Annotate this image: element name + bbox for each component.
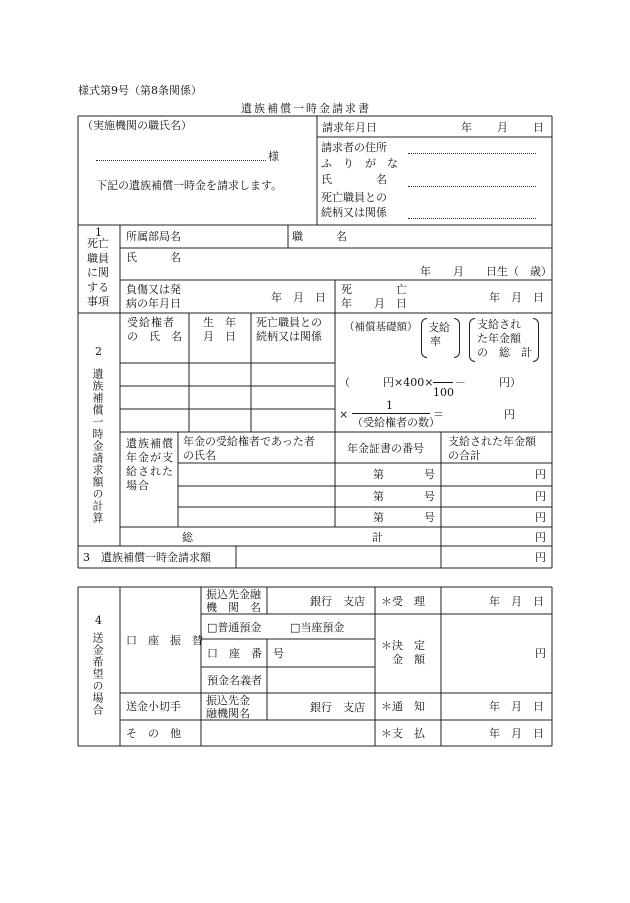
- received-label: ＊受 理: [381, 595, 425, 608]
- former-holder-1: 年金の受給権者であった者: [183, 435, 315, 448]
- payment-ymd: 年 月 日: [489, 727, 544, 740]
- section-3-label: 3 遺族補償一時金請求額: [83, 551, 211, 564]
- pension-yen-3: 円: [535, 511, 546, 524]
- calc-yen: 円: [504, 408, 515, 421]
- pension-yen-1: 円: [535, 468, 546, 481]
- pension-yen-2: 円: [535, 490, 546, 503]
- claimant-name-label: 氏 名: [321, 173, 387, 186]
- certificate-no-label: 年金証書の番号: [347, 442, 424, 455]
- former-holder-2: の氏名: [183, 449, 216, 462]
- times-sign: ×: [339, 408, 349, 421]
- rate-paren-left: [421, 318, 427, 358]
- rate-label-1: 支給: [428, 321, 450, 334]
- position-label: 職 名: [292, 230, 347, 243]
- col-relation-2: 続柄又は関係: [256, 330, 322, 343]
- request-day: 日: [533, 121, 544, 134]
- ordinary-deposit-checkbox[interactable]: □普通預金: [207, 621, 262, 634]
- section-3-yen: 円: [535, 551, 546, 564]
- col-birth-2: 月 日: [203, 330, 236, 343]
- section-2-label: 遺族補償一時金請求額の計算: [91, 368, 104, 524]
- officer-name-line[interactable]: [96, 160, 266, 161]
- account-number-label: 口 座 番 号: [207, 647, 284, 660]
- officer-label: （実施機関の職氏名）: [82, 119, 192, 132]
- equals-sign: ＝: [433, 408, 444, 421]
- bank-b-label-1: 振込先金: [206, 694, 250, 707]
- section-1-label: 死亡職員に関する事項: [87, 237, 109, 308]
- dept-label: 所属部局名: [126, 230, 181, 243]
- furigana-label: ふ り が な: [321, 157, 398, 170]
- form-number: 様式第9号（第8条関係）: [78, 84, 202, 97]
- notice-ymd: 年 月 日: [489, 700, 544, 713]
- section-4-number: 4: [95, 614, 102, 627]
- base-amount-label: （補償基礎額）: [344, 321, 418, 333]
- birth-label: 年 月 日生（ 歳）: [420, 265, 552, 278]
- paid-label-2: た年金額: [477, 332, 521, 345]
- death-label-1: 死 亡: [341, 283, 407, 296]
- paid-label-1: 支給され: [477, 318, 521, 331]
- injury-label-1: 負傷又は発: [126, 283, 181, 296]
- formula-denominator: 100: [433, 386, 454, 399]
- request-month: 月: [497, 121, 508, 134]
- sama-label: 様: [268, 150, 279, 163]
- injury-label-2: 病の年月日: [126, 297, 181, 310]
- claimant-name-line[interactable]: [408, 186, 536, 187]
- payment-label: ＊支 払: [381, 727, 425, 740]
- paid-label-3: の 総 計: [477, 346, 532, 359]
- bank-branch-2: 銀行 支店: [310, 701, 365, 714]
- col-relation-1: 死亡職員との: [256, 316, 322, 329]
- recipients-count: （受給権者の数）: [352, 416, 440, 429]
- cert-go-2: 号: [424, 490, 435, 503]
- bank-b-label-2: 融機関名: [206, 707, 250, 720]
- relation-line[interactable]: [408, 218, 536, 219]
- relation-label-2: 続柄又は関係: [321, 206, 387, 219]
- formula-fraction-line: [433, 382, 453, 383]
- account-transfer-label: 口 座 振 替: [126, 634, 203, 647]
- request-date-label: 請求年月日: [322, 121, 377, 134]
- cert-dai-2: 第: [373, 490, 384, 503]
- cert-go-1: 号: [424, 468, 435, 481]
- claimant-address-label: 請求者の住所: [321, 141, 387, 154]
- relation-label-1: 死亡職員との: [321, 191, 387, 204]
- col-birth-1: 生 年: [203, 316, 236, 329]
- total-yen: 円: [535, 531, 546, 544]
- cert-go-3: 号: [424, 511, 435, 524]
- paid-paren-left: [469, 318, 475, 362]
- rate-paren-right: [454, 318, 460, 358]
- death-label-2: 年 月 日: [341, 297, 407, 310]
- recipients-fraction-line: [352, 413, 430, 414]
- col-recipient-1: 受給権者: [127, 316, 175, 329]
- cert-dai-1: 第: [373, 468, 384, 481]
- section-4-label: 送金希望の場合: [91, 632, 104, 716]
- rate-label-2: 率: [430, 335, 441, 348]
- money-order-label: 送金小切手: [126, 700, 181, 713]
- decided-label-1: ＊決 定: [381, 639, 425, 652]
- formula-part-2: － 円）: [455, 376, 521, 389]
- paid-total-2: の合計: [448, 449, 481, 462]
- decided-yen: 円: [535, 647, 546, 660]
- total-label-2: 計: [372, 531, 383, 544]
- other-label: そ の 他: [126, 727, 181, 740]
- numerator-one: 1: [386, 399, 393, 412]
- request-year: 年: [461, 121, 472, 134]
- cert-dai-3: 第: [373, 511, 384, 524]
- section-1-number: 1: [95, 226, 102, 239]
- current-deposit-checkbox[interactable]: □当座預金: [290, 621, 345, 634]
- formula-part-1: （ 円×400×: [339, 376, 434, 389]
- col-recipient-2: の 氏 名: [127, 330, 182, 343]
- paid-total-1: 支給された年金額: [448, 435, 536, 448]
- received-ymd: 年 月 日: [489, 595, 544, 608]
- death-ymd: 年 月 日: [489, 291, 544, 304]
- decided-label-2: 金 額: [392, 653, 425, 666]
- section-2-number: 2: [95, 345, 102, 358]
- paid-paren-right: [533, 318, 539, 362]
- deceased-name-label: 氏 名: [126, 251, 181, 264]
- claimant-address-line[interactable]: [408, 153, 536, 154]
- pension-label: 遺族補償年金が支給された場合: [126, 437, 174, 492]
- form-title: 遺族補償一時金請求書: [241, 102, 371, 115]
- total-label-1: 総: [182, 531, 193, 544]
- bank-label-2: 機 関 名: [206, 601, 261, 614]
- bank-label-1: 振込先金融: [206, 588, 261, 601]
- notice-label: ＊通 知: [381, 700, 425, 713]
- bank-branch-1: 銀行 支店: [310, 595, 365, 608]
- injury-ymd: 年 月 日: [271, 291, 326, 304]
- account-holder-label: 預金名義者: [207, 674, 262, 687]
- request-text: 下記の遺族補償一時金を請求します。: [96, 179, 283, 192]
